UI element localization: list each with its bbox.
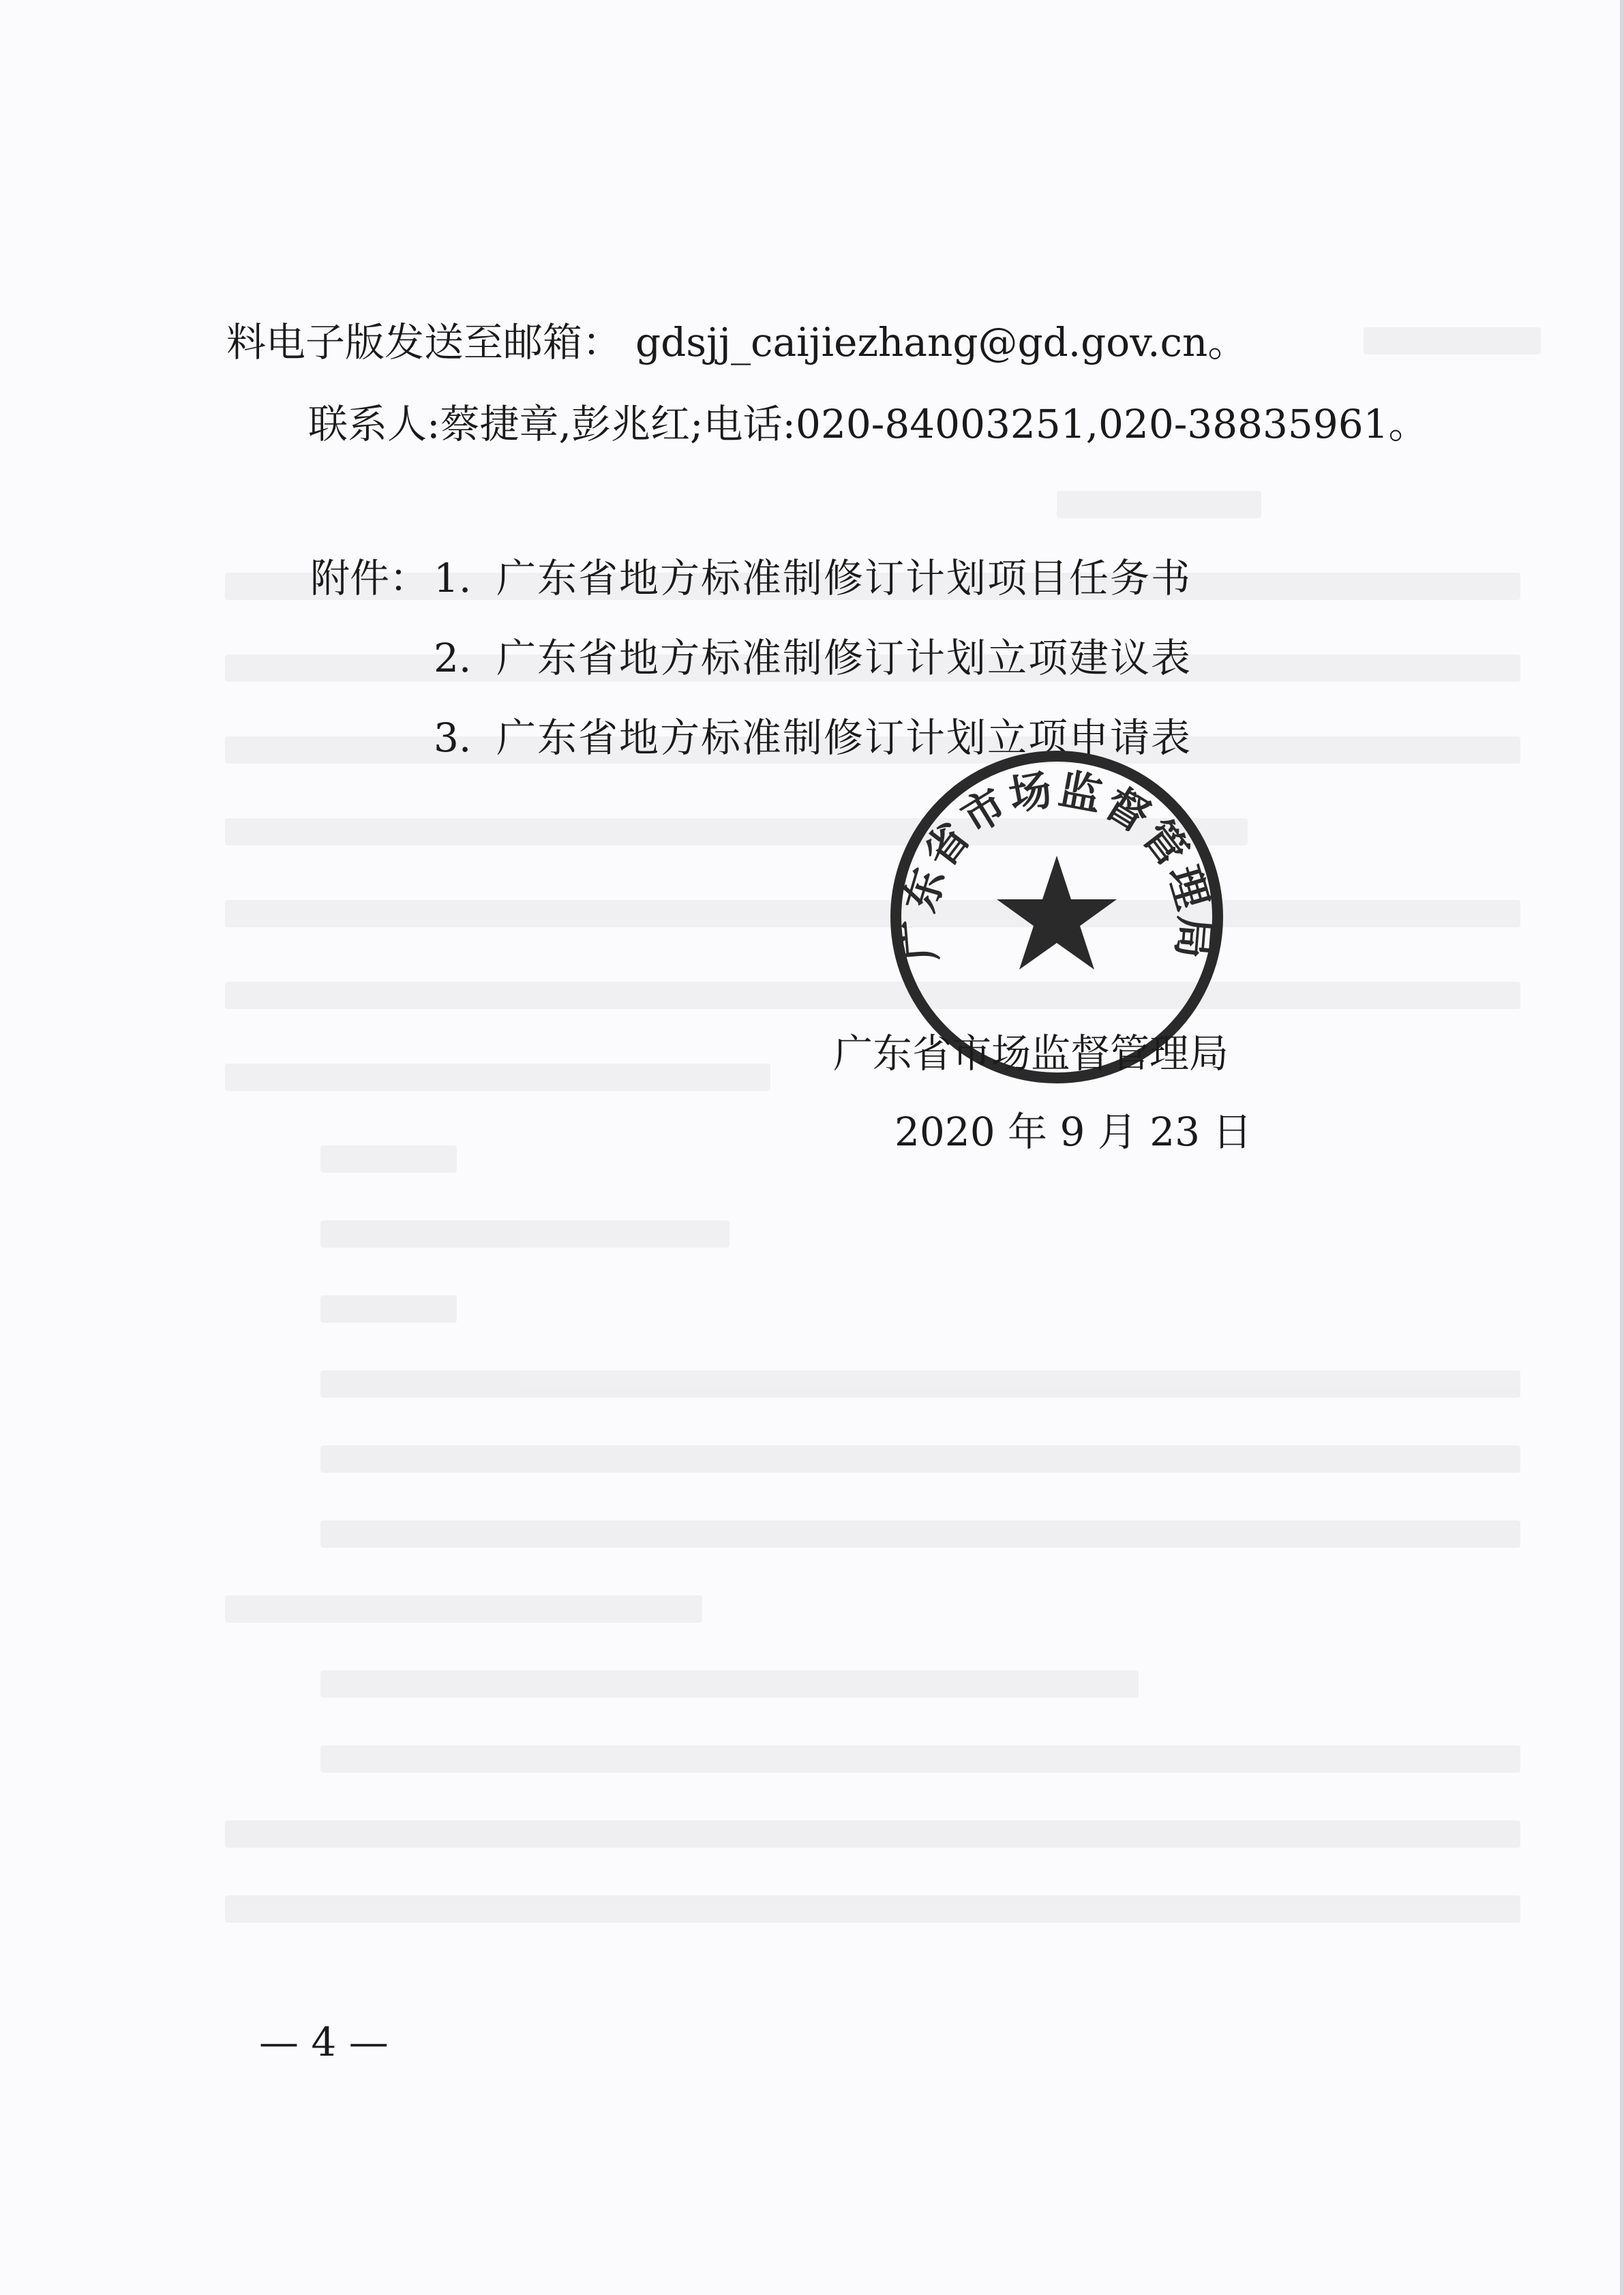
contact-line: 联系人:蔡捷章,彭兆红;电话:020-84003251,020-38835961。	[308, 401, 1428, 447]
attachments-label: 附件：	[310, 555, 430, 601]
attachment-number-3: 3.	[434, 715, 472, 761]
email-address: gdsjj_caijiezhang@gd.gov.cn。	[635, 319, 1248, 365]
attachment-title-2: 广东省地方标准制修订计划立项建议表	[496, 635, 1192, 681]
issuer-name: 广东省市场监督管理局	[833, 1030, 1229, 1077]
email-line	[226, 315, 1247, 370]
attachment-number-2: 2.	[434, 635, 472, 681]
seal-text: 广东省市场监督管理局	[893, 764, 1220, 963]
attachment-title-1: 广东省地方标准制修订计划项目任务书	[496, 555, 1192, 601]
attachment-number-1: 1.	[434, 555, 472, 601]
scan-edge	[1620, 0, 1624, 2295]
attachment-title-3: 广东省地方标准制修订计划立项申请表	[496, 715, 1192, 761]
page-number: — 4 —	[259, 2019, 389, 2065]
issue-date: 2020 年 9 月 23 日	[894, 1109, 1252, 1155]
email-line-prefix: 料电子版发送至邮箱：	[226, 319, 622, 365]
star-icon	[997, 856, 1117, 970]
